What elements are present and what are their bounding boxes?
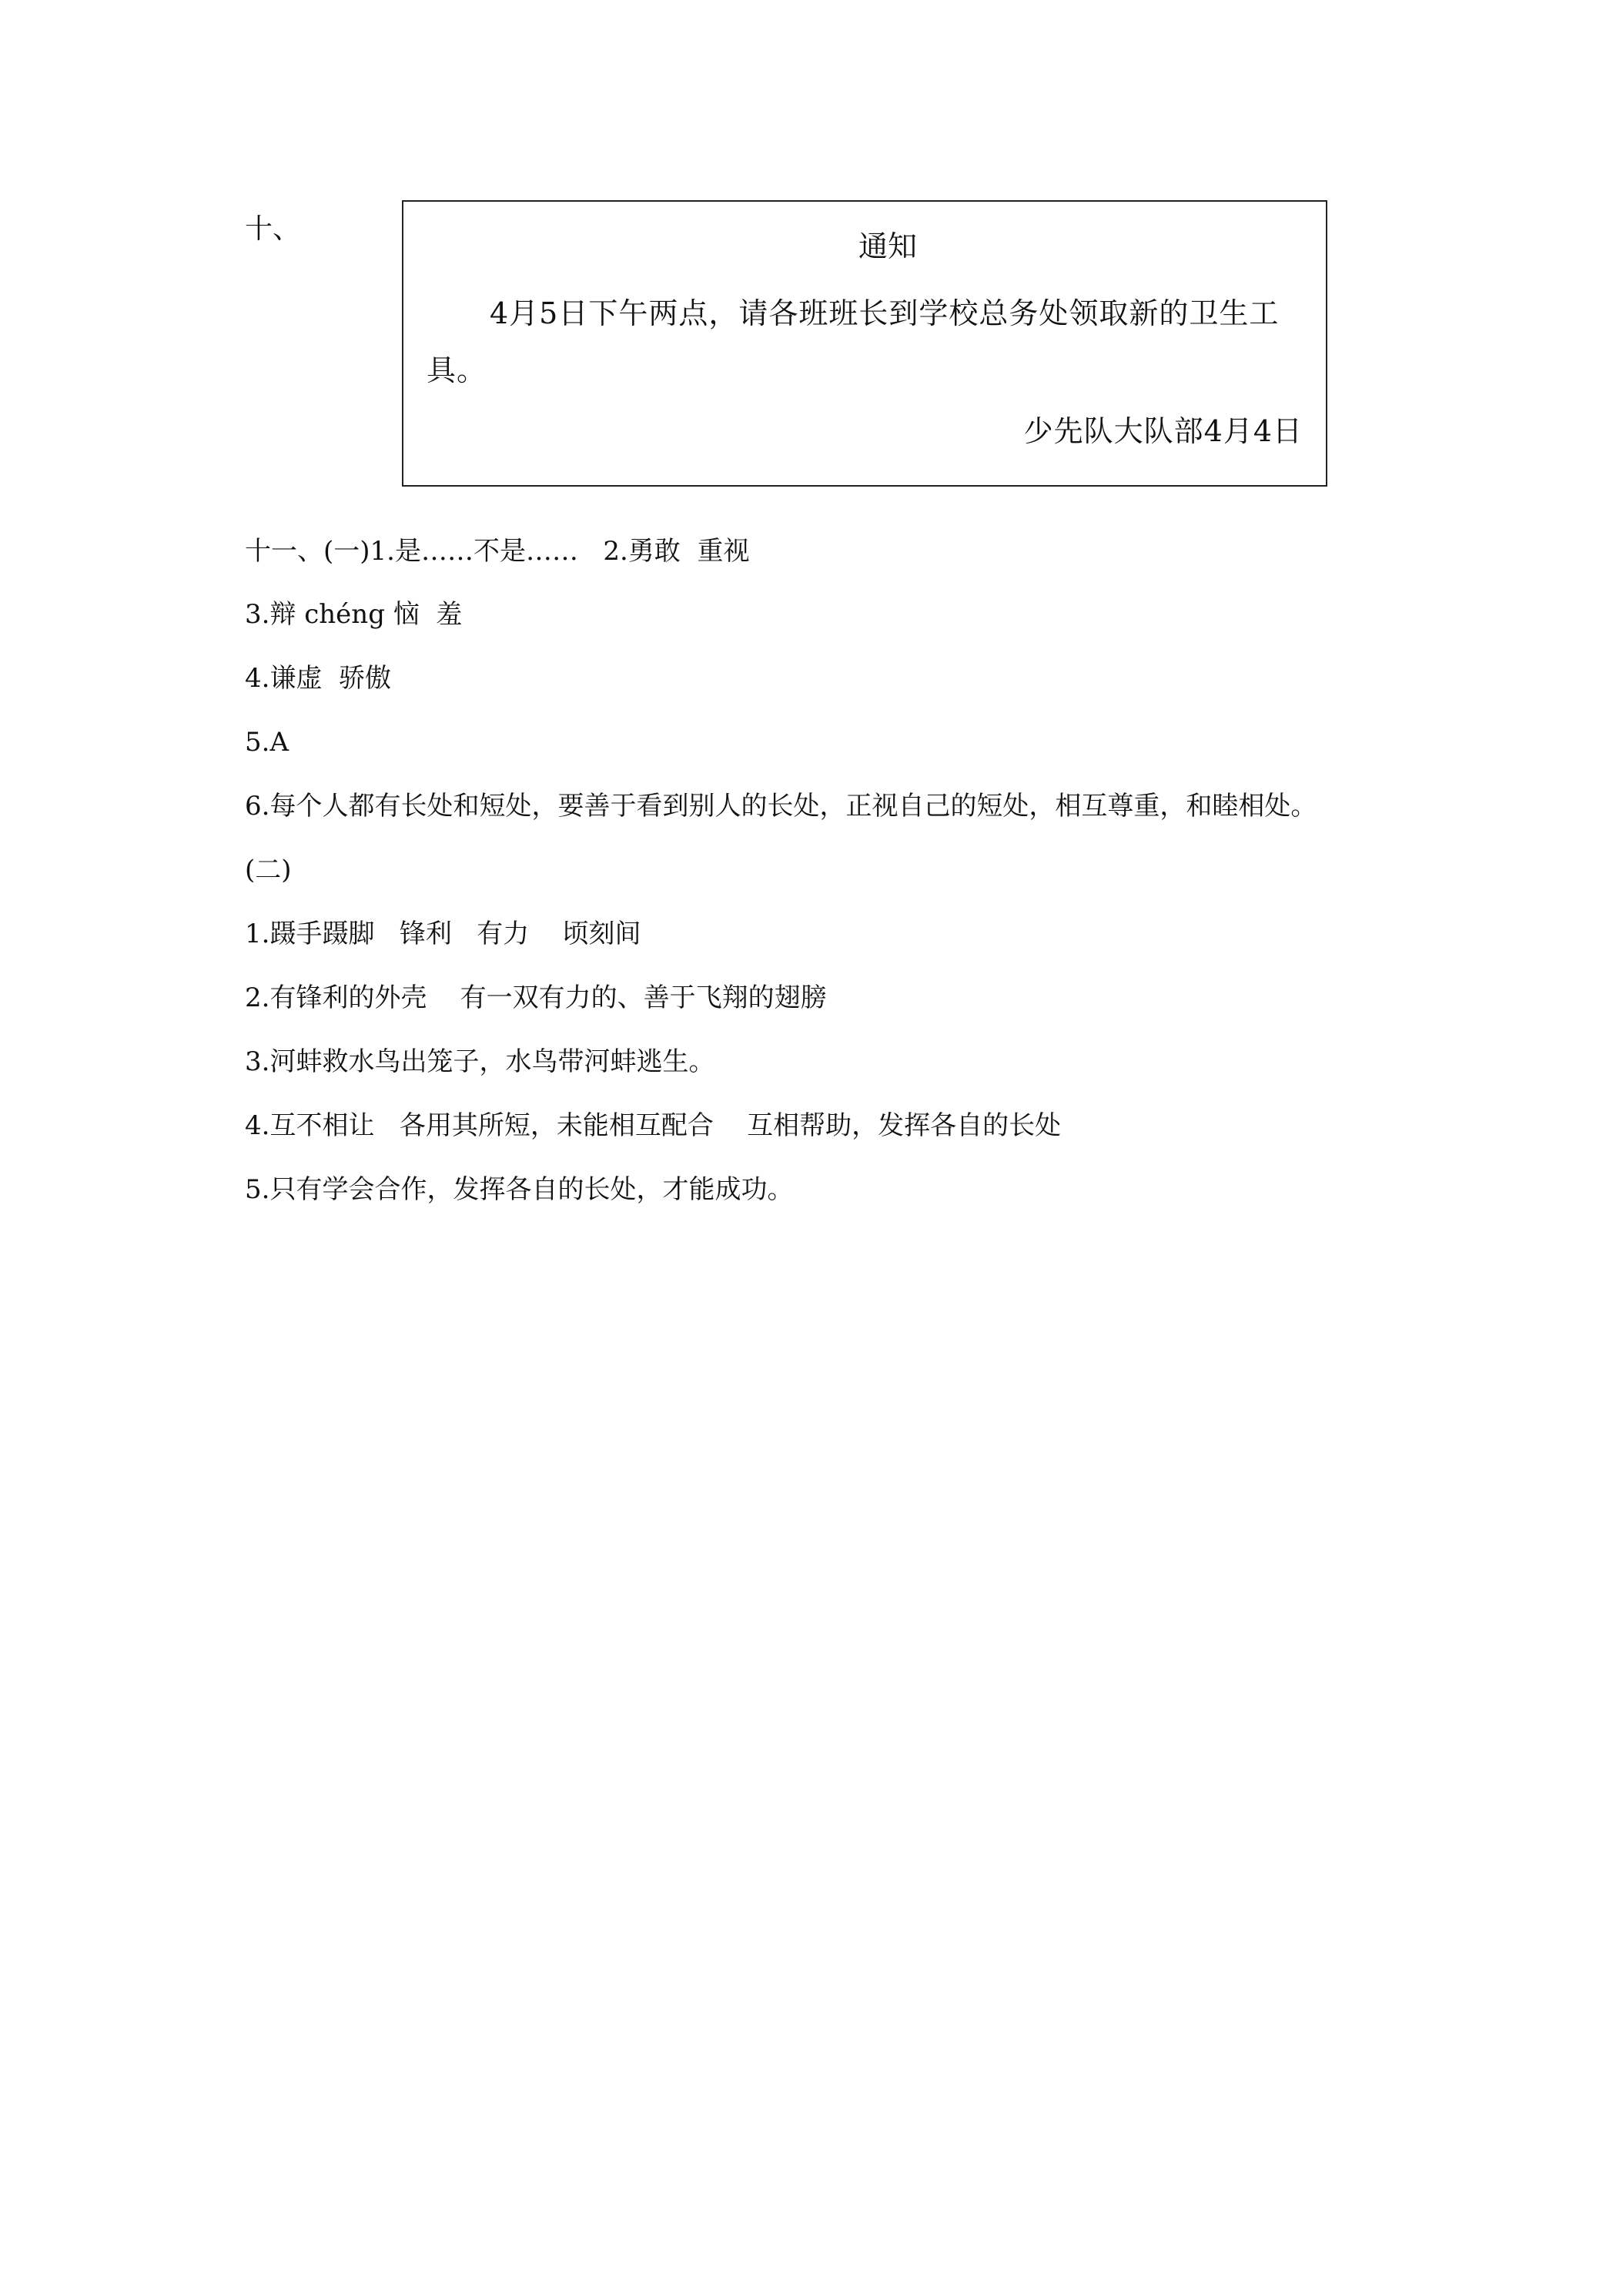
notice-signature: 少先队大队部4月4日 xyxy=(1023,414,1303,448)
section-ten-label: 十、 xyxy=(245,213,301,245)
notice-box xyxy=(402,200,1327,487)
answer-line: 5.A xyxy=(245,727,289,758)
answer-line: 5.只有学会合作，发挥各自的长处，才能成功。 xyxy=(245,1174,794,1205)
notice-body: 4月5日下午两点，请各班班长到学校总务处领取新的卫生工具。 xyxy=(427,296,1280,387)
answer-line: 1.蹑手蹑脚 锋利 有力 顷刻间 xyxy=(245,919,641,949)
answer-line: 4.谦虚 骄傲 xyxy=(245,663,392,694)
notice-title: 通知 xyxy=(858,229,917,263)
answer-line: 4.互不相让 各用其所短，未能相互配合 互相帮助，发挥各自的长处 xyxy=(245,1110,1062,1141)
answer-line: (二) xyxy=(245,855,292,885)
answer-line: 2.有锋利的外壳 有一双有力的、善于飞翔的翅膀 xyxy=(245,982,827,1013)
answer-line: 3.辩 chéng 恼 羞 xyxy=(245,599,463,630)
answer-line: 6.每个人都有长处和短处，要善于看到别人的长处，正视自己的短处，相互尊重，和睦相处。 xyxy=(245,791,1317,822)
answer-line: 十一、(一)1.是……不是…… 2.勇敢 重视 xyxy=(245,536,750,567)
answer-line: 3.河蚌救水鸟出笼子，水鸟带河蚌逃生。 xyxy=(245,1046,715,1077)
